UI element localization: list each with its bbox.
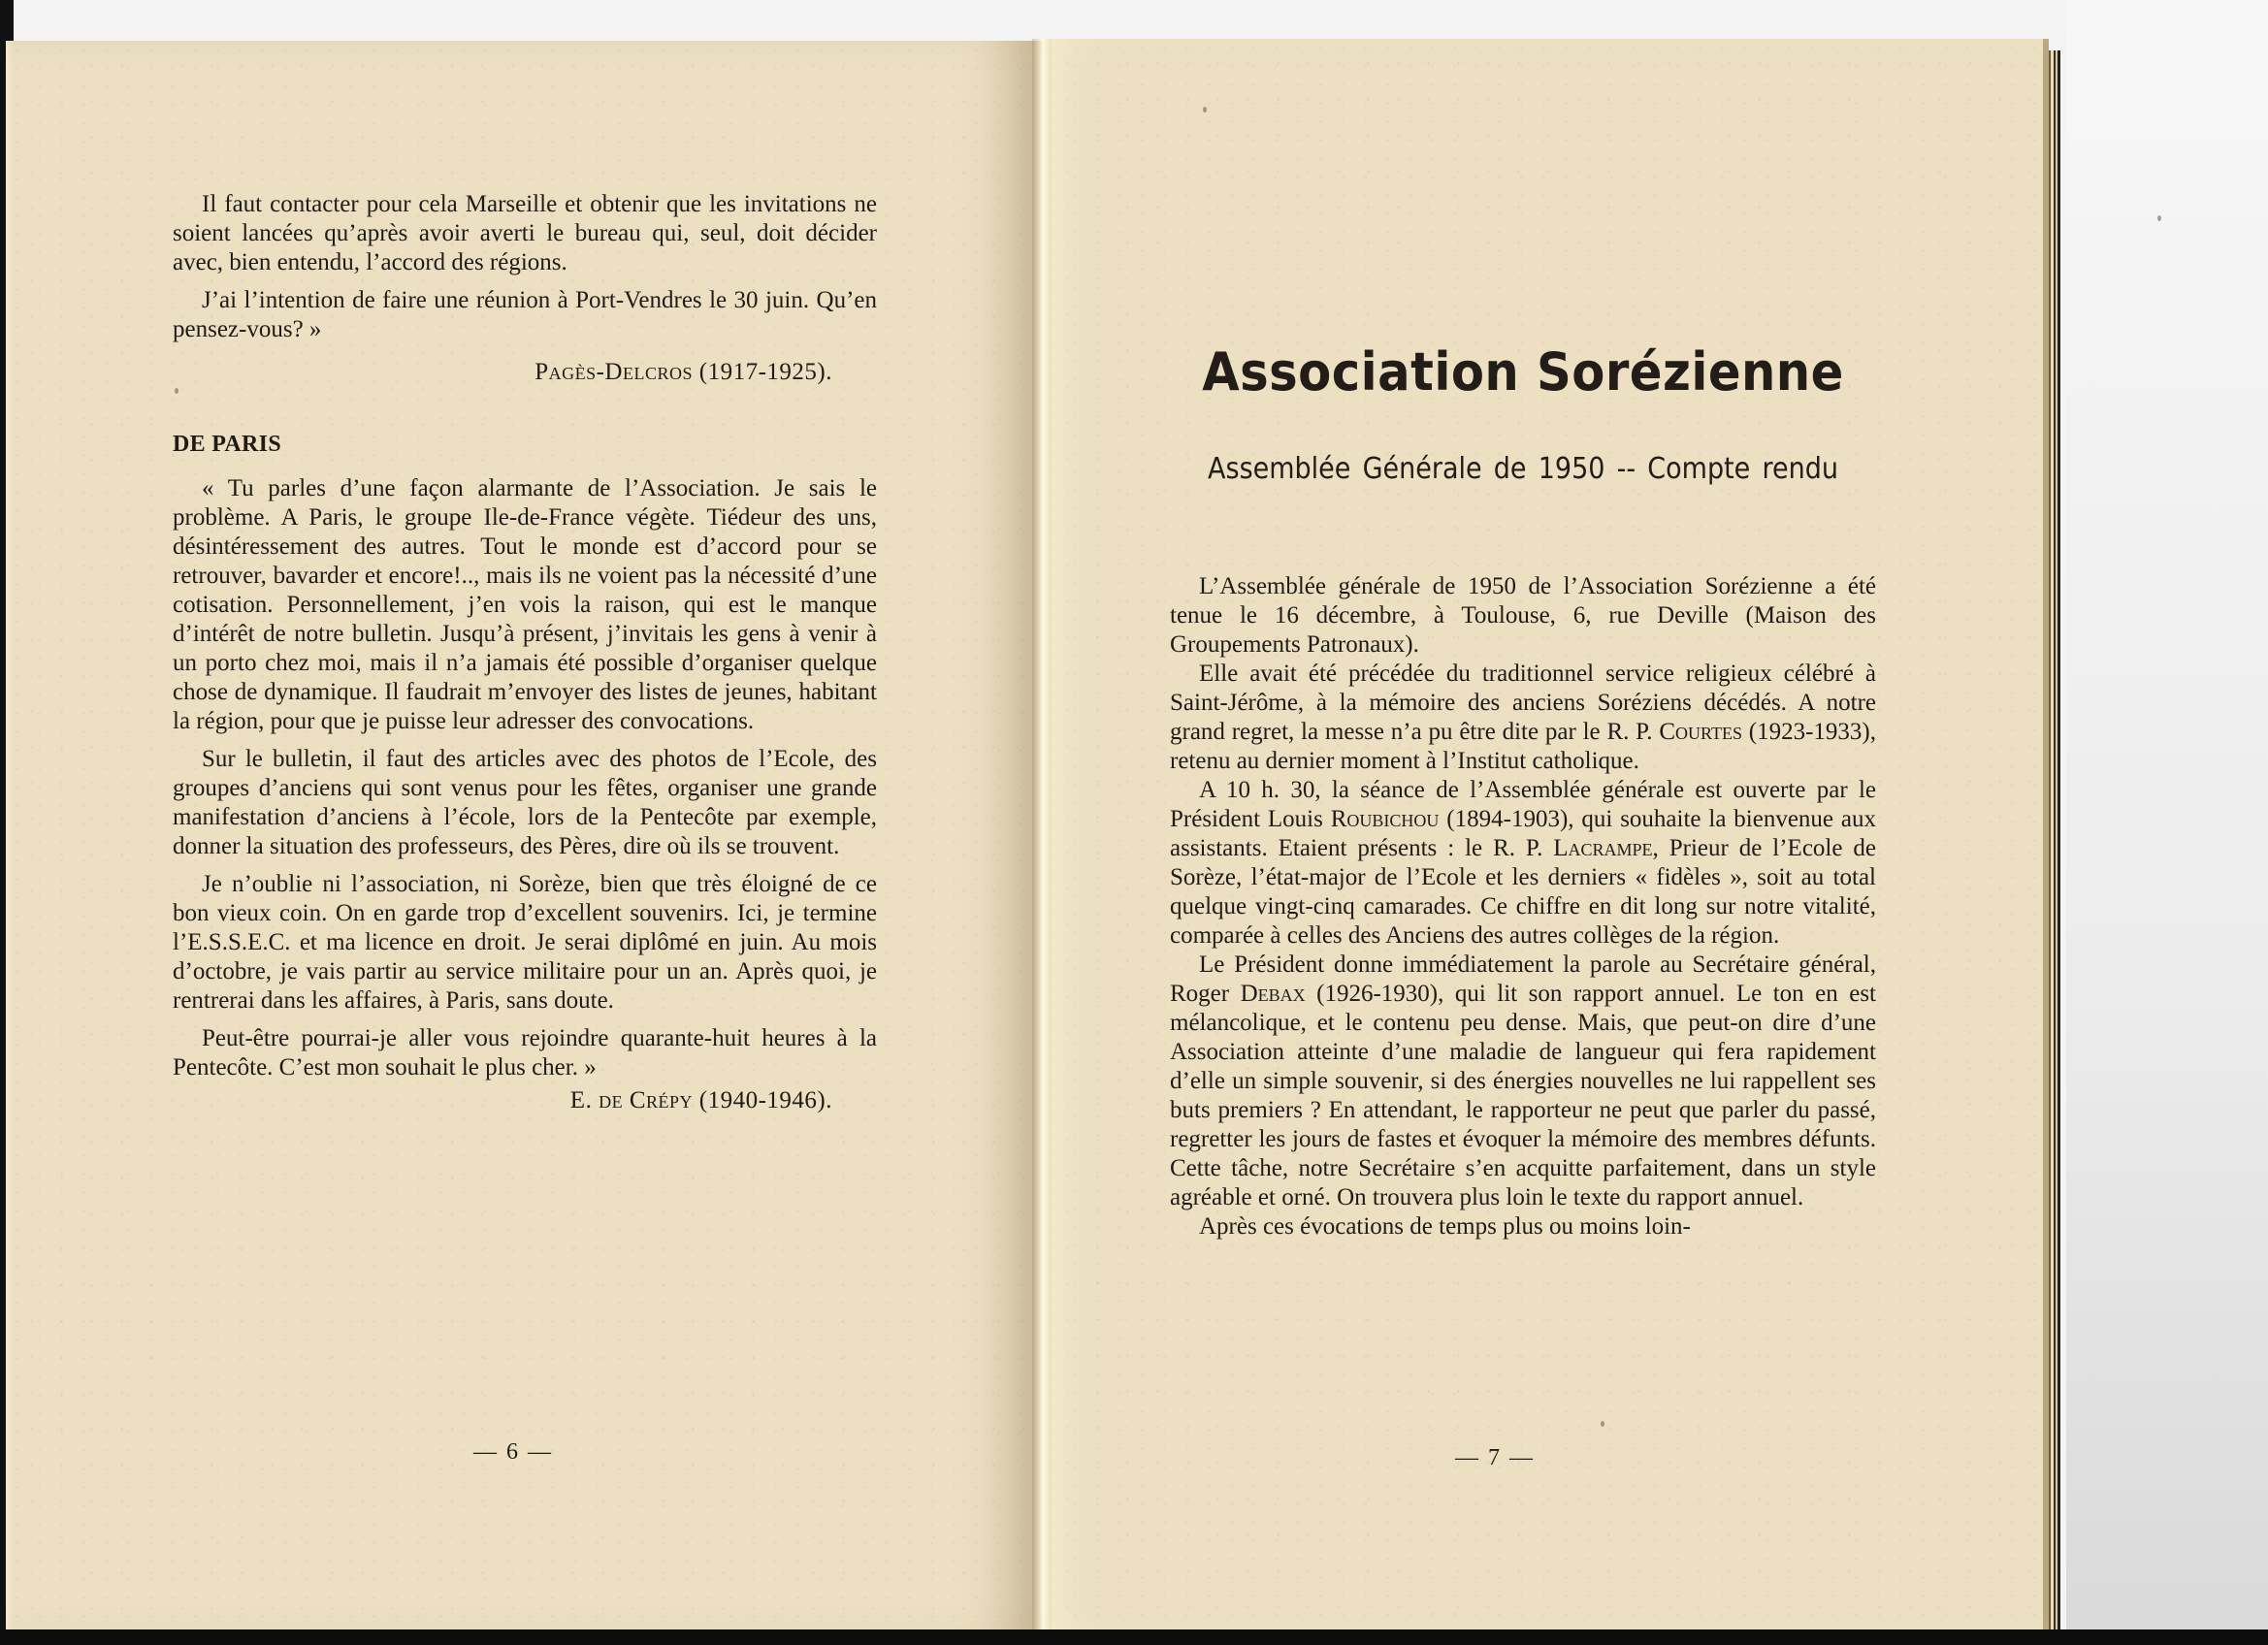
signature-name: Crépy (629, 1087, 694, 1113)
signature-de-crepy (173, 1086, 832, 1115)
person-name: Roubichou (1330, 806, 1440, 832)
paragraph: Je n’oublie ni l’association, ni Sorèze, bien que très éloigné de ce bon vieux coin. On en garde trop d’excellent souvenirs. Ici, je termine l’E.S.S.E.C. et ma licence en droit. Je serai diplômé en juin. Au mois d’octobre, je vais partir au service militaire pour un an. Après quoi, je rentrerai dans les affaires, à Paris, sans doute. (173, 871, 877, 1014)
person-name: Debax (1240, 981, 1306, 1007)
page-stack-edge (2049, 50, 2060, 1631)
paragraph: Après ces évocations de temps plus ou moins loin- (1199, 1213, 1691, 1240)
text-run: (1923-1933), retenu au dernier moment à l’Institut catholique. (1170, 719, 1876, 774)
paragraph: « Tu parles d’une façon alarmante de l’Association. Je sais le problème. A Paris, le groupe Ile-de-France végète. Tiédeur des uns, désintéressement des autres. Tout le monde est d’accord pour se retrouver, bavarder et encore!.., mais ils ne voient pas la nécessité d’une cotisation. Personnellement, j’en vois la raison, qui est le manque d’intérêt de notre bulletin. Jusqu’à présent, j’invitais les gens à venir à un porto chez moi, mais il n’a jamais été possible d’organiser quelque chose de dynamique. Il faudrait m’envoyer des listes de jeunes, habitant la région, pour que je puisse leur adresser des convocations. (173, 475, 877, 734)
signature-pages-delcros (173, 358, 832, 387)
paper-speck (1601, 1421, 1604, 1427)
paragraph: J’ai l’intention de faire une réunion à Port-Vendres le 30 juin. Qu’en pensez-vous? » (173, 287, 877, 342)
paper-speck (2157, 215, 2161, 221)
paragraph: L’Assemblée générale de 1950 de l’Association Sorézienne a été tenue le 16 décembre, à Toulouse, 6, rue Deville (Maison des Groupements Patronaux). (1170, 573, 1876, 658)
paragraph: Peut-être pourrai-je aller vous rejoindre quarante-huit heures à la Pentecôte. C’est mon souhait le plus cher. » (173, 1025, 877, 1081)
scanner-bed-right (2066, 0, 2268, 1645)
text-run: , Prieur de l’Ecole de Sorèze, l’état-major de l’Ecole et les derniers « fidèles », soit au total quelque vingt-cinq camarades. Ce chiffre en dit long sur notre vitalité, comparée à celles des Anciens des autres collèges de la région. (1170, 835, 1876, 949)
paragraph: Il faut contacter pour cela Marseille et obtenir que les invitations ne soient lancées qu’après avoir averti le bureau qui, seul, doit décider avec, bien entendu, l’accord des régions. (173, 191, 877, 275)
person-name: Lacrampe (1553, 835, 1653, 861)
scanner-edge-bottom (0, 1629, 2268, 1645)
text-run: A 10 h. 30, la séance de l’Assemblée générale est ouverte par le Président Louis (1170, 777, 1876, 832)
text-run: Elle avait été précédée du traditionnel service religieux célébré à Saint-Jérôme, à la mémoire des anciens Soréziens décédés. A notre grand regret, la messe n’a pu être dite par le R. P. (1170, 661, 1876, 745)
article-title: Association Sorézienne (1202, 341, 1844, 403)
paper-speck (1203, 107, 1207, 113)
signature-name: Pagès-Delcros (535, 359, 694, 385)
person-name: Courtes (1659, 719, 1742, 745)
text-run: (1894-1903), qui souhaite la bienvenue aux assistants. Etaient présents : le R. P. (1170, 806, 1876, 861)
paragraph: Sur le bulletin, il faut des articles avec des photos de l’Ecole, des groupes d’anciens qui sont venus pour les fêtes, organiser une grande manifestation d’anciens à l’école, lors de la Pentecôte par exemple, donner la situation des professeurs, des Pères, dire où ils se trouvent. (173, 746, 877, 859)
text-run: Le Président donne immédiatement la parole au Secrétaire général, Roger (1170, 952, 1876, 1007)
paragraph (1170, 660, 1876, 776)
signature-years: (1917-1925). (698, 359, 832, 385)
signature-particle: de (599, 1087, 624, 1113)
page-number-right: — 7 — (1455, 1445, 1535, 1470)
paragraph (1170, 776, 1876, 951)
right-page-text (1170, 572, 1876, 1242)
signature-initial: E. (569, 1087, 593, 1113)
text-run: (1926-1930), qui lit son rapport annuel. Le ton en est mélancolique, et le contenu peu dense. Mais, que peut-on dire d’une Association atteinte d’une maladie de langueur qui fera rapidement d’elle un simple souvenir, si des énergies nouvelles ne lui rappellent ses buts premiers ? En attendant, le rapporteur ne peut que parler du passé, regretter les jours de fastes et évoquer la mémoire des membres défunts. Cette tâche, notre Secrétaire s’en acquitte parfaitement, dans un style agréable et orné. On trouvera plus loin le texte du rapport annuel. (1170, 981, 1876, 1210)
left-page-text (173, 190, 877, 1115)
signature-years: (1940-1946). (698, 1087, 832, 1113)
article-subtitle: Assemblée Générale de 1950 -- Compte rendu (1208, 452, 1838, 486)
section-heading-de-paris: DE PARIS (173, 432, 281, 457)
paper-speck (175, 388, 178, 394)
book-spine (1032, 39, 1052, 1631)
page-number-left: — 6 — (473, 1439, 553, 1465)
paragraph (1170, 951, 1876, 1212)
